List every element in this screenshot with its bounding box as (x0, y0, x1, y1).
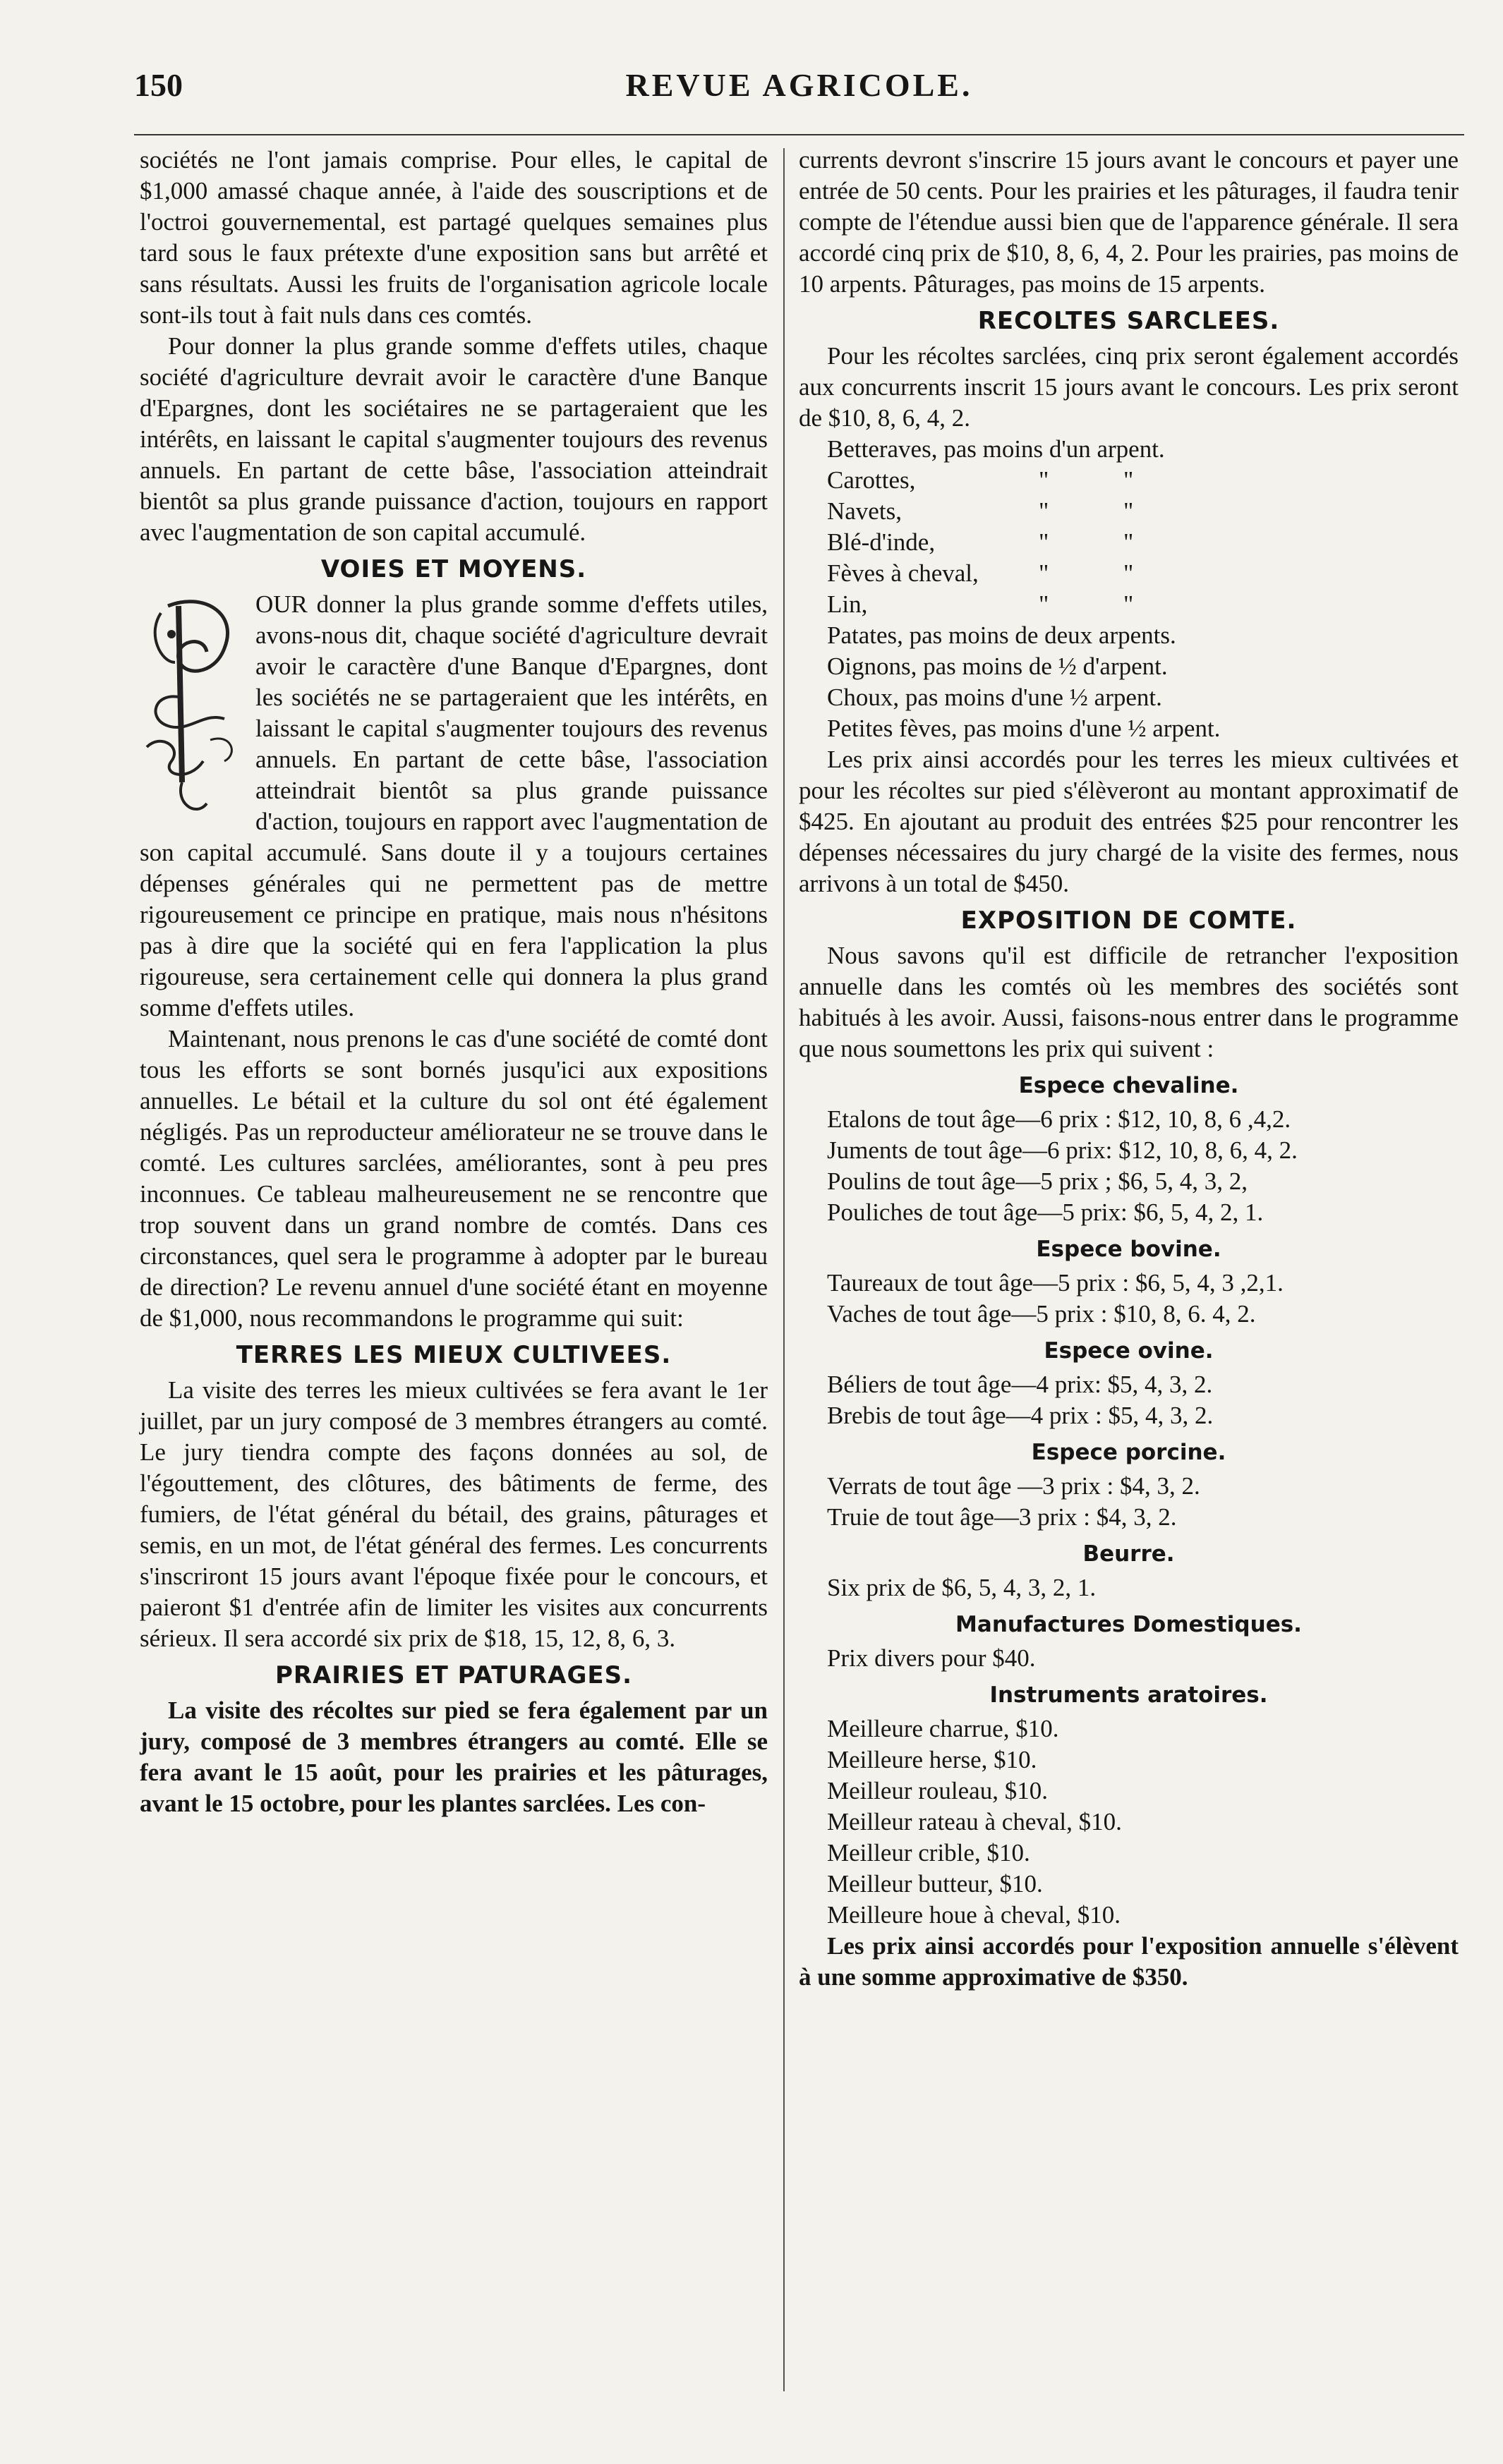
list-item: Choux, pas moins d'une ½ arpent. (827, 684, 1162, 711)
paragraph: Maintenant, nous prenons le cas d'une société de comté dont tous les efforts se sont bornés jusqu'ici aux expositions annuelles. Le bétail et la culture du sol ont été également négligés. Pas un reproducteur améliorateur ne se trouve dans le comté. Les cultures sarclées, améliorantes, sont à peu pres inconnues. Ce tableau malheureusement ne se rencontre que trop souvent dans un grand nombre de comtés. Dans ces circonstances, quel sera le programme à adopter par le bureau de direction? Le revenu annuel d'une société étant en moyenne de $1,000, nous recommandons le programme qui suit: (140, 1025, 768, 1332)
prize-line: Etalons de tout âge—6 prix : $12, 10, 8, 6 ,4,2. (827, 1105, 1291, 1133)
subheading-beurre: Beurre. (1082, 1541, 1175, 1567)
list-item: Petites fèves, pas moins d'une ½ arpent. (827, 715, 1221, 742)
crop-name: Navets, (827, 497, 902, 525)
ditto-mark: " (1039, 590, 1049, 618)
prize-line: Truie de tout âge—3 prix : $4, 3, 2. (827, 1503, 1177, 1531)
ditto-mark: " (1039, 528, 1049, 556)
prize-line: Pouliches de tout âge—5 prix: $6, 5, 4, 2, 1. (827, 1198, 1264, 1226)
prize-line: Meilleur crible, $10. (827, 1839, 1030, 1867)
crop-name: Betteraves, pas moins d'un arpent. (827, 435, 1165, 463)
list-item (799, 465, 1459, 496)
paragraph: Pour donner la plus grande somme d'effets utiles, chaque société d'agriculture devrait avoir le caractère d'une Banque d'Epargnes, dont les sociétaires ne se partageraient que les intérêts, en laissant le capital s'augmenter toujours des revenus annuels. En partant de cette bâse, l'association atteindrait bientôt sa plus grande puissance d'action, toujours en rapport avec l'augmentation de son capital accumulé. (140, 332, 768, 546)
subheading-chevaline: Espece chevaline. (1018, 1073, 1239, 1098)
prize-line: Juments de tout âge—6 prix: $12, 10, 8, 6, 4, 2. (827, 1136, 1298, 1164)
list-item: Patates, pas moins de deux arpents. (827, 621, 1176, 649)
ditto-mark: " (1123, 466, 1134, 494)
paragraph: OUR donner la plus grande somme d'effets utiles, avons-nous dit, chaque société d'agriculture devrait avoir le caractère d'une Banque d'Epargnes, dont les sociétés ne se partageraient que les intérêts, en laissant le capital s'augmenter toujours des revenus annuels. En partant de cette bâse, l'association atteindrait bientôt sa plus grande puissance d'action, toujours en rapport avec l'augmentation de son capital accumulé. Sans doute il y a toujours certaines dépenses générales qui ne permettent pas de mettre rigoureusement ce principe en pratique, mais nous n'hésitons pas à dire que la société qui en fera l'application la plus rigoureuse, sera certainement celle qui donnera la plus grand somme d'effets utiles. (140, 590, 768, 1021)
prize-line: Meilleur butteur, $10. (827, 1870, 1043, 1898)
ditto-mark: " (1039, 497, 1049, 525)
prize-line: Vaches de tout âge—5 prix : $10, 8, 6. 4, 2. (827, 1300, 1256, 1328)
ditto-mark: " (1123, 528, 1134, 556)
prize-line: Meilleure herse, $10. (827, 1746, 1037, 1773)
page-header (134, 58, 1464, 114)
paragraph: Pour les récoltes sarclées, cinq prix seront également accordés aux concurrents inscrit 15 jours avant le concours. Les prix seront de $10, 8, 6, 4, 2. (799, 342, 1459, 432)
subheading-bovine: Espece bovine. (1036, 1237, 1221, 1262)
paragraph: Les prix ainsi accordés pour l'exposition annuelle s'élèvent à une somme approximative de $350. (799, 1932, 1459, 1991)
paragraph: La visite des terres les mieux cultivées se fera avant le 1er juillet, par un jury composé de 3 membres étrangers au comté. Le jury tiendra compte des façons données au sol, de l'égouttement, des clôtures, des bâtiments de ferme, des fumiers, de l'état général du bétail, des grains, pâturages et semis, en un mot, de l'état général des fermes. Les concurrents s'inscriront 15 jours avant l'époque fixée pour le concours, et paieront $1 d'entrée afin de limiter les visites aux concurrents sérieux. Il sera accordé six prix de $18, 15, 12, 8, 6, 3. (140, 1376, 768, 1652)
ditto-mark: " (1123, 497, 1134, 525)
section-heading-terres: TERRES LES MIEUX CULTIVEES. (236, 1341, 672, 1369)
decorative-initial-p (140, 592, 246, 825)
dropcap-paragraph (140, 589, 768, 1024)
ditto-mark: " (1123, 590, 1134, 618)
column-divider (783, 148, 785, 2391)
prize-line: Brebis de tout âge—4 prix : $5, 4, 3, 2. (827, 1402, 1214, 1429)
paragraph: sociétés ne l'ont jamais comprise. Pour elles, le capital de $1,000 amassé chaque année, à l'aide des souscriptions et de l'octroi gouvernemental, est partagé quelques semaines plus tard sous le faux prétexte d'une exposition sans but arrêté et sans résultats. Aussi les fruits de l'organisation agricole locale sont-ils tout à fait nuls dans ces comtés. (140, 146, 768, 329)
prize-line: Meilleure houe à cheval, $10. (827, 1901, 1121, 1929)
prize-line: Meilleur rateau à cheval, $10. (827, 1808, 1122, 1835)
list-item (799, 558, 1459, 589)
paragraph: Nous savons qu'il est difficile de retrancher l'exposition annuelle dans les comtés où les membres des sociétés sont habitués à les avoir. Aussi, faisons-nous entrer dans le programme que nous soumettons les prix qui suivent : (799, 942, 1459, 1062)
list-item (799, 527, 1459, 558)
paragraph: currents devront s'inscrire 15 jours avant le concours et payer une entrée de 50 cents. Pour les prairies et les pâturages, il faudra tenir compte de l'étendue aussi bien que de l'apparence générale. Il sera accordé cinq prix de $10, 8, 6, 4, 2. Pour les prairies, pas moins de 10 arpents. Pâturages, pas moins de 15 arpents. (799, 146, 1459, 298)
crop-name: Lin, (827, 590, 868, 618)
crop-name: Carottes, (827, 466, 916, 494)
left-column (140, 145, 768, 1819)
subheading-ovine: Espece ovine. (1044, 1338, 1214, 1364)
list-item (799, 496, 1459, 527)
right-column (799, 145, 1459, 1993)
section-heading-prairies: PRAIRIES ET PATURAGES. (274, 1661, 632, 1689)
paragraph: La visite des récoltes sur pied se fera également par un jury, composé de 3 membres étrangers au comté. Elle se fera avant le 15 août, pour les prairies et les pâturages, avant le 15 octobre, pour les plantes sarclées. Les con- (140, 1697, 768, 1817)
subheading-porcine: Espece porcine. (1031, 1440, 1226, 1465)
header-rule (134, 134, 1464, 135)
prize-line: Béliers de tout âge—4 prix: $5, 4, 3, 2. (827, 1371, 1213, 1398)
subheading-manufactures: Manufactures Domestiques. (955, 1612, 1302, 1637)
prize-line: Meilleure charrue, $10. (827, 1715, 1059, 1742)
section-heading-exposition: EXPOSITION DE COMTE. (960, 906, 1297, 935)
section-heading-voies: VOIES ET MOYENS. (320, 555, 587, 583)
ditto-mark: " (1039, 466, 1049, 494)
dropcap-letter (152, 592, 295, 803)
subheading-instruments: Instruments aratoires. (989, 1682, 1268, 1708)
paragraph: Les prix ainsi accordés pour les terres les mieux cultivées et pour les récoltes sur pied s'élèveront au montant approximatif de $425. En ajoutant au produit des entrées $25 pour rencontrer les dépenses nécessaires du jury chargé de la visite des fermes, nous arrivons à un total de $450. (799, 746, 1459, 897)
list-item: Oignons, pas moins de ½ d'arpent. (827, 653, 1168, 680)
crop-name: Blé-d'inde, (827, 528, 936, 556)
ditto-mark: " (1123, 559, 1134, 587)
crop-list (799, 434, 1459, 620)
prize-line: Six prix de $6, 5, 4, 3, 2, 1. (827, 1574, 1097, 1601)
prize-line: Taureaux de tout âge—5 prix : $6, 5, 4, 3 ,2,1. (827, 1269, 1284, 1297)
section-heading-recoltes: RECOLTES SARCLEES. (977, 307, 1280, 335)
running-title: REVUE AGRICOLE. (625, 67, 973, 103)
list-item (799, 434, 1459, 465)
prize-line: Poulins de tout âge—5 prix ; $6, 5, 4, 3, 2, (827, 1167, 1248, 1195)
prize-line: Verrats de tout âge —3 prix : $4, 3, 2. (827, 1472, 1200, 1500)
list-item (799, 589, 1459, 620)
crop-name: Fèves à cheval, (827, 559, 979, 587)
page-number: 150 (134, 67, 183, 103)
ditto-mark: " (1039, 559, 1049, 587)
prize-line: Prix divers pour $40. (827, 1644, 1036, 1672)
prize-line: Meilleur rouleau, $10. (827, 1777, 1048, 1804)
